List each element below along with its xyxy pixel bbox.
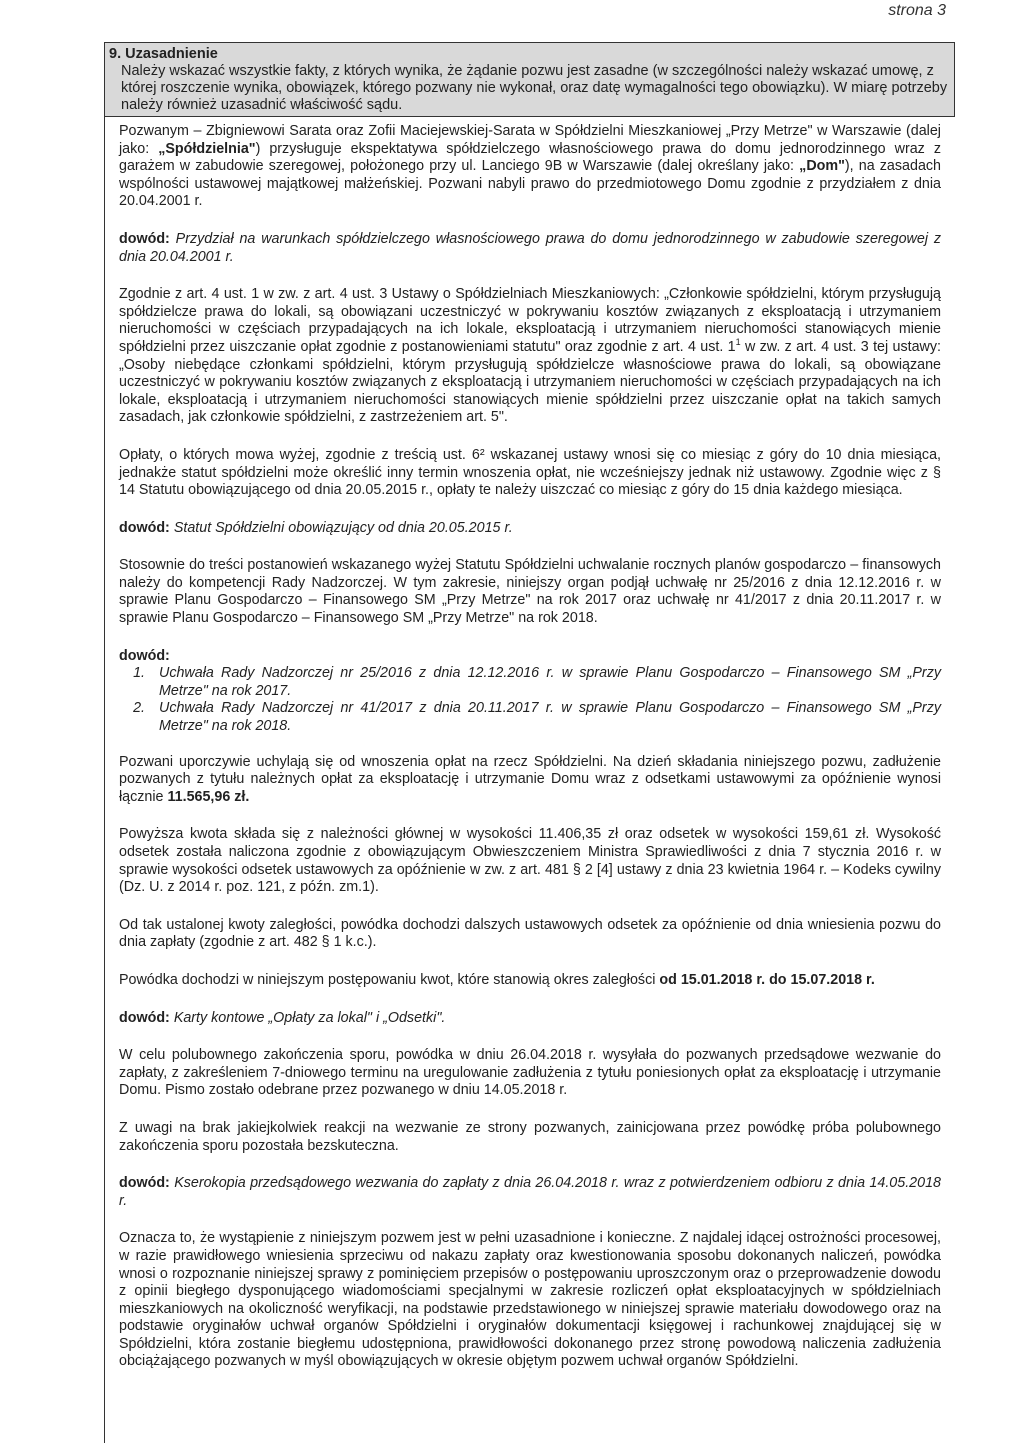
evidence-list — [119, 665, 941, 735]
paragraph-demand-letter: W celu polubownego zakończenia sporu, powódka w dniu 26.04.2018 r. wysyłała do pozwanych przedsądowe wezwanie do zapłaty, z zakreśleniem 7-dniowego terminu na uregulowanie zadłużenia z tytułu poniesionych opłat za eksploatację i utrzymanie Domu. Pismo zostało odebrane przez pozwanego w dniu 14.05.2018 r. — [119, 1047, 941, 1099]
evidence-label: dowód: — [119, 519, 170, 536]
justification-section — [104, 42, 955, 1443]
section-title: 9. Uzasadnienie — [109, 46, 218, 62]
paragraph-debt: Pozwani uporczywie uchylają się od wnoszenia opłat na rzecz Spółdzielni. Na dzień składania niniejszego pozwu, zadłużenie pozwanych z tytułu należnych opłat za eksploatację i utrzymanie Domu wraz z odsetkami ustawowymi za opóźnienie wynosi łącznie 11.565,96 zł. — [119, 753, 941, 805]
paragraph-debt-breakdown: Powyższa kwota składa się z należności głównej w wysokości 11.406,35 zł oraz odsetek w wysokości 159,61 zł. Wysokość odsetek została naliczona zgodnie z obowiązującym Obwieszczeniem Ministra Sprawiedliwości z dnia 7 stycznia 2016 r. w sprawie wysokości odsetek ustawowych za opóźnienie w zw. z art. 481 § 2 [4] ustawy z dnia 23 kwietnia 1964 r. – Kodeks cywilny (Dz. U. z 2014 r. poz. 121, z późn. zm.1). — [119, 826, 941, 896]
evidence-2 — [119, 520, 941, 538]
debt-total: 11.565,96 zł. — [167, 788, 250, 805]
list-item: 1. Uchwała Rady Nadzorczej nr 25/2016 z dnia 12.12.2016 r. w sprawie Planu Gospodarczo – Finansowego SM „Przy Metrze" na rok 2017. — [133, 665, 941, 699]
evidence-4 — [119, 1010, 941, 1028]
section-content — [105, 117, 941, 1371]
page-number: strona 3 — [888, 2, 946, 19]
list-item: 2. Uchwała Rady Nadzorczej nr 41/2017 z dnia 20.11.2017 r. w sprawie Planu Gospodarczo – Finansowego SM „Przy Metrze" na rok 2018. — [133, 700, 941, 735]
paragraph-further-interest: Od tak ustalonej kwoty zaległości, powódka dochodzi dalszych ustawowych odsetek za opóźnienie od dnia wniesienia pozwu do dnia zapłaty (zgodnie z art. 482 § 1 k.c.). — [119, 916, 941, 951]
paragraph-period: Powódka dochodzi w niniejszym postępowaniu kwot, które stanowią okres zaległości od 15.01.2018 r. do 15.07.2018 r. — [119, 971, 875, 988]
paragraph-parties: Pozwanym – Zbigniewowi Sarata oraz Zofii Maciejewskiej-Sarata w Spółdzielni Mieszkaniowej „Przy Metrze" w Warszawie (dalej jako: „Spółdzielnia") przysługuje ekspektatywa spółdzielczego własnościowego prawa do domu jednorodzinnego wraz z garażem w zabudowie szeregowej, położonego przy ul. Lanciego 9B w Warszawie (dalej określany jako: „Dom"), na zasadach wspólności ustawowej majątkowej małżeńskiej. Pozwani nabyli prawo do przedmiotowego Domu zgodnie z przydziałem z dnia 20.04.2001 r. — [119, 123, 941, 210]
paragraph-resolutions: Stosownie do treści postanowień wskazanego wyżej Statutu Spółdzielni uchwalanie rocznych planów gospodarczo – finansowych należy do kompetencji Rady Nadzorczej. W tym zakresie, niniejszy organ podjął uchwałę nr 25/2016 z dnia 12.12.2016 r. w sprawie Planu Gospodarczo – Finansowego SM „Przy Metrze" na rok 2017 oraz uchwałę nr 41/2017 z dnia 20.11.2017 r. w sprawie Planu Gospodarczo – Finansowego SM „Przy Metrze" na rok 2018. — [119, 557, 941, 627]
evidence-label: dowód: — [119, 1175, 170, 1192]
evidence-label: dowód: — [119, 647, 170, 664]
evidence-text: Statut Spółdzielni obowiązujący od dnia 20.05.2015 r. — [173, 519, 513, 536]
debt-period: od 15.01.2018 r. do 15.07.2018 r. — [659, 971, 875, 988]
evidence-text: Karty kontowe „Opłaty za lokal" i „Odsetki". — [173, 1009, 446, 1026]
evidence-1 — [119, 231, 941, 266]
evidence-3 — [119, 648, 941, 736]
evidence-label: dowód: — [119, 230, 170, 247]
paragraph-legal-basis: Zgodnie z art. 4 ust. 1 w zw. z art. 4 ust. 3 Ustawy o Spółdzielniach Mieszkaniowych: „Członkowie spółdzielni, którym przysługują spółdzielcze prawa do lokali, są obowiązani uczestniczyć w pokrywaniu kosztów związanych z eksploatacją i utrzymaniem nieruchomości w częściach przypadających na ich lokale, eksploatacją i utrzymaniem nieruchomości stanowiących mienie spółdzielni przez uiszczanie opłat zgodnie z postanowieniami statutu" oraz zgodnie z art. 4 ust. $1^1$ w zw. z art. 4 ust. 3 tej ustawy: „Osoby niebędące członkami spółdzielni, którym przysługują spółdzielcze własnościowe prawa do lokali, są obowiązane uczestniczyć w pokrywaniu kosztów związanych z eksploatacją i utrzymaniem nieruchomości w częściach przypadających na ich lokale, eksploatacją i utrzymaniem nieruchomości stanowiących mienie spółdzielni przez uiszczanie opłat na takich samych zasadach, jak członkowie spółdzielni, z zastrzeżeniem art. 5". — [119, 286, 941, 426]
evidence-label: dowód: — [119, 1009, 170, 1026]
evidence-5 — [119, 1175, 941, 1210]
section-header — [105, 43, 955, 117]
term-dom: „Dom" — [799, 158, 845, 175]
term-spoldzielnia: „Spółdzielnia" — [158, 140, 256, 157]
paragraph-no-response: Z uwagi na brak jakiejkolwiek reakcji na wezwanie ze strony pozwanych, zainicjowana przez powódkę próba polubownego zakończenia sporu pozostała bezskuteczna. — [119, 1119, 941, 1154]
evidence-text: Przydział na warunkach spółdzielczego własnościowego prawa do domu jednorodzinnego w zabudowie szeregowej z dnia 20.04.2001 r. — [119, 230, 941, 265]
paragraph-fees: Opłaty, o których mowa wyżej, zgodnie z treścią ust. 6² wskazanej ustawy wnosi się co miesiąc z góry do 10 dnia miesiąca, jednakże statut spółdzielni może określić inny termin wnoszenia opłat, nie wcześniejszy jednak niż ustawowy. Zgodnie więc z § 14 Statutu obowiązującego od dnia 20.05.2015 r., opłaty te należy uiszczać co miesiąc z góry do 15 dnia każdego miesiąca. — [119, 446, 941, 499]
section-description: Należy wskazać wszystkie fakty, z których wynika, że żądanie pozwu jest zasadne (w szczególności należy wskazać umowę, z której roszczenie wynika, obowiązek, którego pozwany nie wykonał, oraz datę wymagalności tego obowiązku). W miarę potrzeby należy również uzasadnić właściwość sądu. — [121, 63, 948, 113]
evidence-text: Kserokopia przedsądowego wezwania do zapłaty z dnia 26.04.2018 r. wraz z potwierdzeniem odbioru z dnia 14.05.2018 r. — [119, 1175, 941, 1209]
paragraph-conclusion: Oznacza to, że wystąpienie z niniejszym pozwem jest w pełni uzasadnione i konieczne. Z najdalej idącej ostrożności procesowej, w razie prawidłowego wniesienia sprzeciwu od nakazu zapłaty oraz kwestionowania sposobu dokonanych naliczeń, powódka wnosi o rozpoznanie niniejszej sprawy z pominięciem przepisów o postępowaniu uproszczonym oraz o przeprowadzenie dowodu z opinii biegłego dysponującego wiadomościami specjalnymi w zakresie rozliczeń opłat eksploatacyjnych w spółdzielniach mieszkaniowych na okoliczność weryfikacji, na podstawie przedstawionego w niniejszej sprawie materiału dowodowego oraz na podstawie oryginałów uchwał organów Spółdzielni i oryginałów dokumentacji księgowej i rachunkowej znajdującej się w Spółdzielni, która zostanie biegłemu udostępniona, prawidłowości dokonanego przez stronę powodową naliczenia zadłużenia obciążającego pozwanych w myśl obowiązujących w okresie objętym pozwem uchwał organów Spółdzielni. — [119, 1230, 941, 1370]
